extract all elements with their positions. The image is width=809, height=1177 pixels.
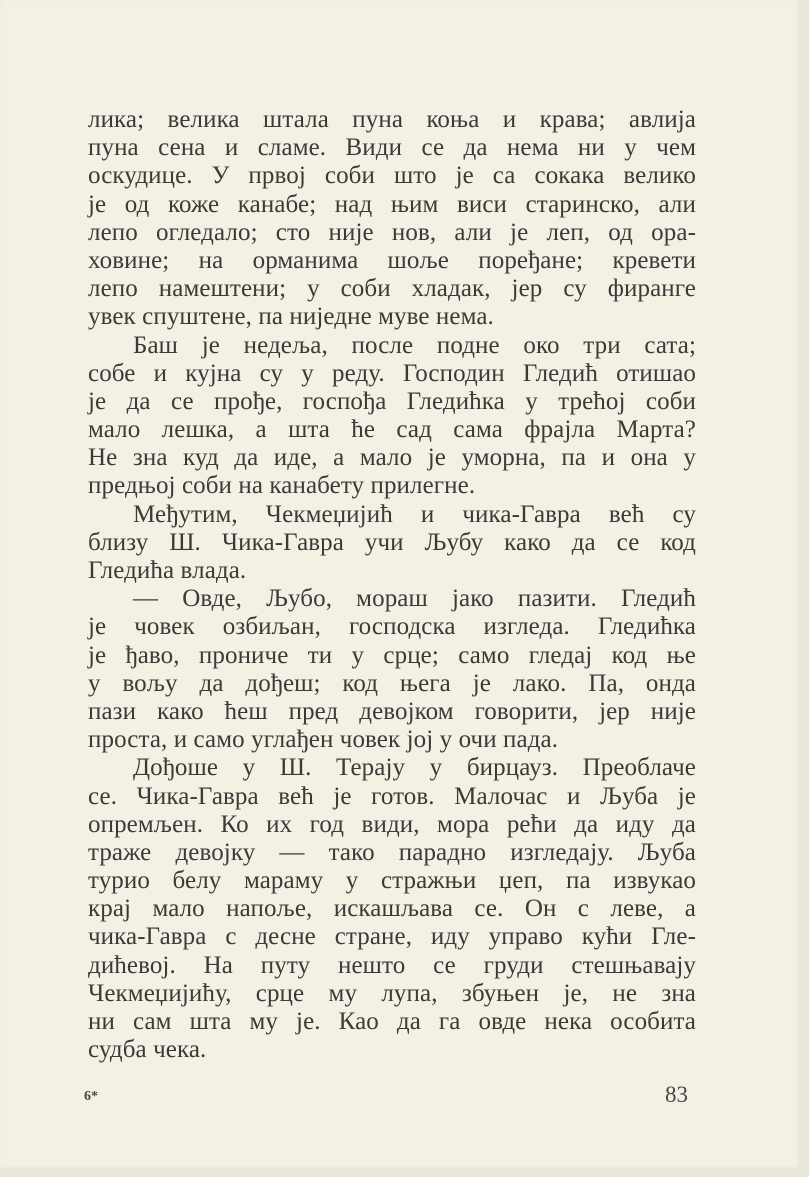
text-line: Не зна куд да иде, а мало је уморна, па и она у xyxy=(88,444,696,472)
text-line: — Овде, Љубо, мораш јако пазити. Гледић xyxy=(133,585,696,613)
text-line: близу Ш. Чика-Гавра учи Љубу како да се код xyxy=(88,528,696,556)
text-line: собе и кујна су у реду. Господин Гледић отишао xyxy=(88,359,696,387)
text-line: пази како ћеш пред девојком говорити, јер није xyxy=(88,697,696,725)
text-line: оскудице. У првој соби што је са сокака велико xyxy=(88,162,696,190)
text-line: дићевој. На путу нешто се груди стешњавају xyxy=(88,951,696,979)
signature-mark: 6* xyxy=(84,1089,98,1104)
page-number: 83 xyxy=(665,1082,688,1107)
text-line: пуна сена и сламе. Види се да нема ни у чем xyxy=(88,134,696,162)
text-line: турио белу мараму у стражњи џеп, па извукао xyxy=(88,867,696,895)
text-line: у вољу да дођеш; код њега је лако. Па, онда xyxy=(88,669,696,697)
text-line: предњој соби на канабету прилегне. xyxy=(88,472,476,500)
text-line: увек спуштене, па ниједне муве нема. xyxy=(88,303,494,331)
text-line: Чекмеџијићу, срце му лупа, збуњен је, не зна xyxy=(88,979,696,1007)
text-line: мало лешка, а шта ће сад сама фрајла Марта? xyxy=(88,416,696,444)
text-line: лепо намештени; у соби хладак, јер су фиранге xyxy=(88,275,696,303)
text-line: ховине; на орманима шоље поређане; кревети xyxy=(88,246,696,274)
text-line: се. Чика-Гавра већ је готов. Малочас и Љуба је xyxy=(88,782,696,810)
body-text xyxy=(88,106,696,1064)
text-line: Међутим, Чекмеџијић и чика-Гавра већ су xyxy=(133,500,696,528)
text-line: опремљен. Ко их год види, мора рећи да иду да xyxy=(88,810,696,838)
text-line: лепо огледало; сто није нов, али је леп, од ора- xyxy=(88,218,696,246)
text-line: је од коже канабе; над њим виси старинско, али xyxy=(88,190,696,218)
text-line: је ђаво, прониче ти у срце; само гледај код ње xyxy=(88,641,696,669)
text-line: је да се прође, госпођа Гледићка у трећој соби xyxy=(88,387,696,415)
text-line: Баш је недеља, после подне око три сата; xyxy=(133,331,696,359)
text-line: чика-Гавра с десне стране, иду управо кући Гле- xyxy=(88,923,696,951)
text-line: траже девојку — тако парадно изгледају. Љуба xyxy=(88,838,696,866)
text-line: крај мало напоље, искашљава се. Он с леве, а xyxy=(88,895,696,923)
text-line: Гледића влада. xyxy=(88,557,247,584)
text-line: Дођоше у Ш. Терају у бирцауз. Преоблаче xyxy=(133,754,696,782)
text-line: проста, и само углађен човек јој у очи пада. xyxy=(88,726,559,754)
text-line: ни сам шта му је. Као да га овде нека особита xyxy=(88,1008,696,1035)
text-line: судба чека. xyxy=(88,1036,207,1064)
text-line: је човек озбиљан, господска изгледа. Гледићка xyxy=(88,613,696,641)
text-line: лика; велика штала пуна коња и крава; авлија xyxy=(88,106,696,133)
